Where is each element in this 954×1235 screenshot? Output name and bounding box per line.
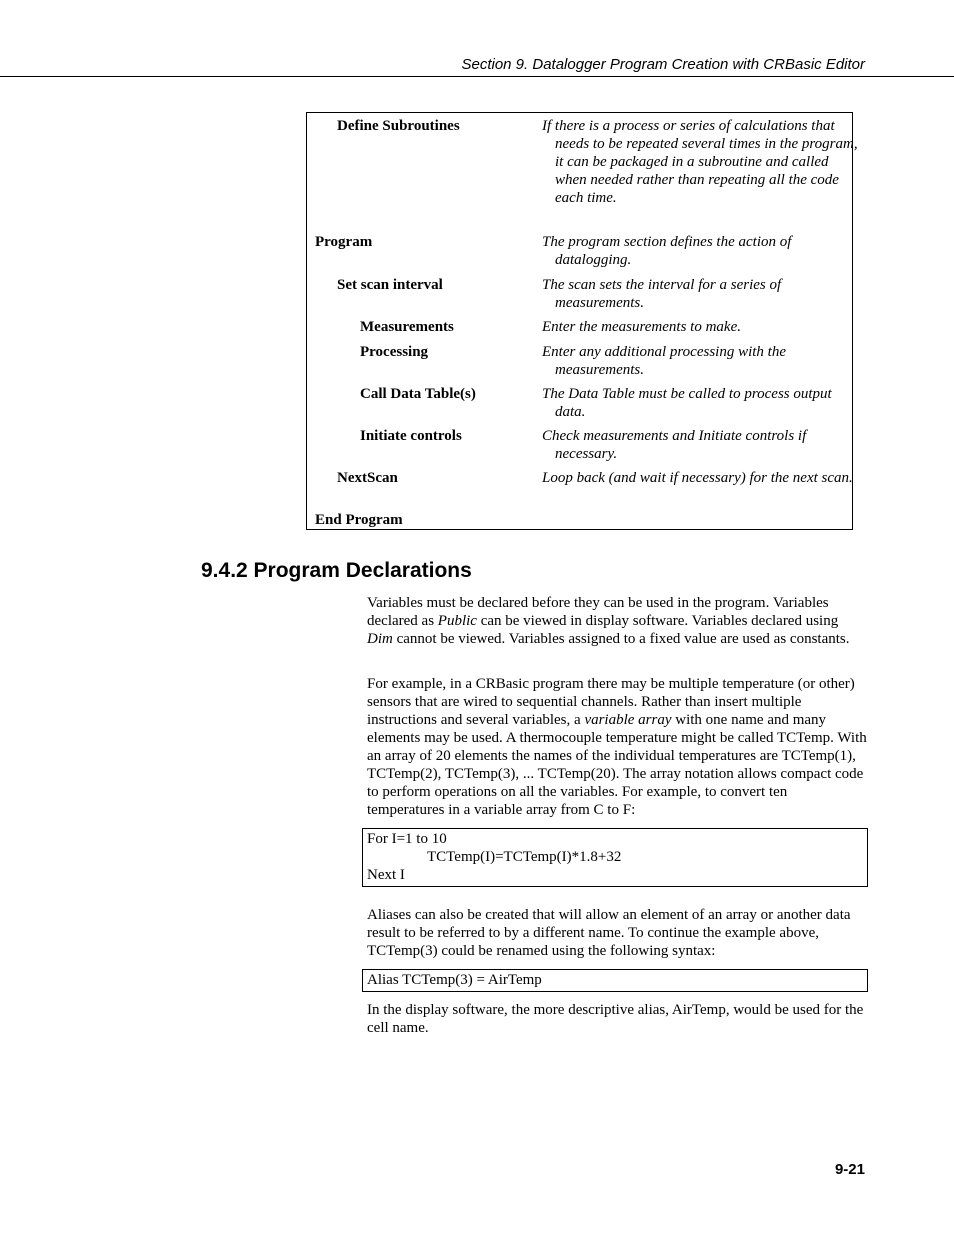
outline-desc: The scan sets the interval for a series of measurements.: [542, 277, 782, 311]
code-line: Alias TCTemp(3) = AirTemp: [367, 972, 542, 988]
text-run: Variables must be declared before they can be used in the program. Variables declared as: [367, 595, 829, 629]
header-rule: [0, 76, 954, 77]
outline-desc: Loop back (and wait if necessary) for the next scan.: [542, 470, 853, 486]
code-line: TCTemp(I)=TCTemp(I)*1.8+32: [427, 849, 622, 865]
outline-desc: Check measurements and Initiate controls if necessary.: [542, 428, 807, 462]
outline-desc: If there is a process or series of calculations that needs to be repeated several times in the program, it can be packaged in a subroutine and called when needed rather than repeating all the code each time.: [542, 118, 858, 206]
text-run: For example, in a CRBasic program there may be multiple temperature (or other) sensors that are wired to sequential channels. Rather than insert multiple instructions and several variables, a: [367, 676, 855, 728]
page-number: 9-21: [834, 1161, 865, 1178]
declarations-paragraph: [367, 594, 867, 648]
outline-term: Initiate controls: [360, 428, 462, 444]
code-line: For I=1 to 10: [367, 831, 447, 847]
text-run: with one name and many elements may be used. A thermocouple temperature might be called TCTemp. With an array of 20 elements the names of the individual temperatures are TCTemp(1), TCTemp(2), TCTemp(3), ... TCTemp(20). The array notation allows compact code to perform operations on all the variables. For example, to convert ten temperatures in a variable array from C to F:: [367, 712, 867, 818]
keyword-dim: Dim: [367, 631, 393, 647]
code-example-alias: [362, 969, 868, 992]
outline-term: End Program: [315, 512, 403, 528]
outline-desc: The program section defines the action of datalogging.: [542, 234, 792, 268]
array-paragraph: [367, 675, 867, 819]
outline-term: Measurements: [360, 319, 454, 335]
text-run: cannot be viewed. Variables assigned to a fixed value are used as constants.: [392, 631, 850, 647]
display-paragraph: In the display software, the more descriptive alias, AirTemp, would be used for the cell name.: [367, 1002, 864, 1036]
alias-paragraph: Aliases can also be created that will allow an element of an array or another data result to be referred to by a different name. To continue the example above, TCTemp(3) could be renamed using the following syntax:: [367, 907, 851, 959]
code-line: Next I: [367, 867, 405, 883]
running-header: Section 9. Datalogger Program Creation with CRBasic Editor: [461, 56, 865, 73]
outline-desc: Enter the measurements to make.: [542, 319, 741, 335]
outline-term: Set scan interval: [337, 277, 443, 293]
outline-term: Processing: [360, 344, 429, 360]
outline-term: Call Data Table(s): [360, 386, 476, 402]
section-heading: 9.4.2 Program Declarations: [201, 559, 472, 582]
code-example-loop: [362, 828, 868, 887]
term-variable-array: variable array: [584, 712, 672, 728]
outline-term: NextScan: [337, 470, 398, 486]
keyword-public: Public: [437, 613, 477, 629]
outline-desc: Enter any additional processing with the measurements.: [542, 344, 787, 378]
outline-term: Program: [315, 234, 373, 250]
outline-desc: The Data Table must be called to process output data.: [542, 386, 832, 420]
program-outline-table: [306, 112, 858, 530]
outline-term: Define Subroutines: [337, 118, 460, 134]
text-run: can be viewed in display software. Variables declared using: [476, 613, 839, 629]
